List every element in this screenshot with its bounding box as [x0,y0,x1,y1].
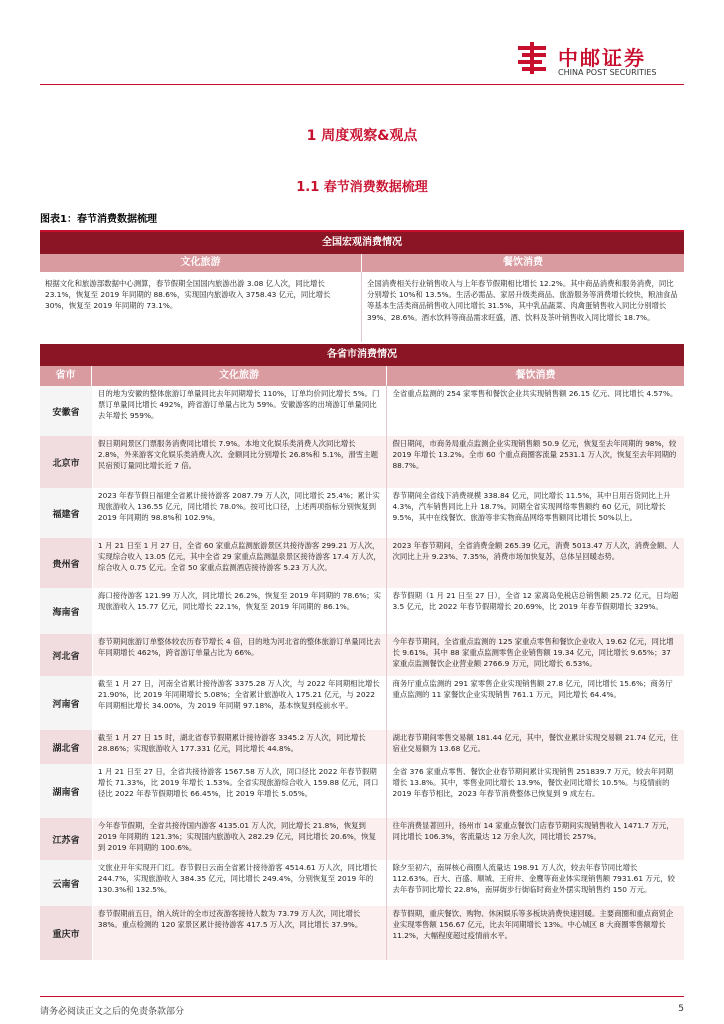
province-name: 湖北省 [40,730,93,764]
tourism-cell: 1 月 21 日至 27 日，全省共接待游客 1567.58 万人次，同口径比 2022 年春节假期增长 71.33%，比 2019 年增长 1.53%。全省实现旅游综合收入 159.88 亿元，同口径比 2022 年春节假期增长 66.45%，比 2019 年增长 5.05%。 [93,764,388,818]
province-name: 福建省 [40,488,93,538]
table-row [40,730,684,764]
catering-cell: 今年春节期间，全省重点监测的 125 家重点零售和餐饮企业收入 19.62 亿元，同比增长 9.61%。其中 88 家重点监测零售企业销售额 19.34 亿元，同比增长 9.65%；37 家重点监测餐饮企业营业额 2766.9 万元，同比增长 6.53%。 [392,637,674,669]
province-name: 安徽省 [40,386,93,436]
province-name: 河南省 [40,676,93,730]
catering-cell: 全省 376 家重点零售、餐饮企业春节期间累计实现销售 251839.7 万元，较去年同期增长 13.8%。其中，零售业同比增长 13.9%，餐饮业同比增长 10.5%。与疫情前的 2019 年春节相比，2023 年春节消费整体已恢复到 9 成左右。 [392,767,673,799]
brand-name-en: CHINA POST SECURITIES [558,68,657,77]
section-heading: 1 周度观察&观点 [306,128,418,144]
table-row [40,906,684,960]
catering-cell: 2023 年春节期间，全省消费金额 265.39 亿元，消费 5013.47 万人次，消费金额、人次同比上升 9.23%、7.35%，消费市场加快复苏，总体呈回暖态势。 [392,541,679,562]
provincial-col-catering: 餐饮消费 [387,366,684,386]
provincial-col-tourism: 文化旅游 [92,366,387,386]
tourism-cell: 1 月 21 日至 1 月 27 日，全省 60 家重点监测旅游景区共接待游客 299.21 万人次，实现综合收入 13.05 亿元，其中全省 29 家重点监测温泉景区接待游客 17.4 万人次，综合收入 0.75 亿元。全省 50 家重点监测酒店接待游客 5.23 万人次。 [93,538,388,588]
national-title: 全国宏观消费情况 [40,232,684,254]
provincial-rows [40,386,684,960]
consumption-table [40,232,684,960]
province-name: 重庆市 [40,906,93,960]
footer-disclaimer: 请务必阅读正文之后的免责条款部分 [40,1007,185,1017]
tourism-cell: 2023 年春节假日福建全省累计接待游客 2087.79 万人次，同比增长 25.4%；累计实现旅游收入 136.55 亿元，同比增长 78.0%。按可比口径，上述两项指标分别恢复到 2019 年同期的 98.8%和 102.9%。 [93,488,388,538]
provincial-col-province: 省市 [40,366,92,386]
catering-cell: 春节假期（1 月 21 日至 27 日），全省 12 家离岛免税店总销售额 25.72 亿元，日均超 3.5 亿元，比 2022 年春节假期增长 20.69%，比 2019 年春节假期增长 329%。 [392,591,679,612]
subsection-heading: 1.1 春节消费数据梳理 [296,180,428,195]
province-name: 湖南省 [40,764,93,818]
province-name: 云南省 [40,860,93,906]
footer-divider [40,996,684,997]
provincial-header-row [40,366,684,386]
brand-logo [514,40,680,80]
table-row [40,860,684,906]
table-row [40,764,684,818]
catering-cell: 春节期间全省线下消费规模 338.84 亿元，同比增长 11.5%，其中日用百货同比上升 4.3%，汽车销售同比上升 18.7%。同期全省实现网络零售额约 60 亿元，同比增长 9.5%，其中在线餐饮、旅游等非实物商品网络零售额同比增长 50%以上。 [392,491,671,523]
figure-caption: 图表1：春节消费数据梳理 [40,210,684,232]
page-number: 5 [678,1004,684,1014]
table-row [40,386,684,436]
tourism-cell: 文旅业开年实现开门红。春节假日云南全省累计接待游客 4514.61 万人次，同比增长 244.7%，实现旅游收入 384.35 亿元，同比增长 249.4%，分别恢复至 2019 年的 130.3%和 132.5%。 [93,860,388,906]
national-col-catering: 餐饮消费 [362,254,684,272]
table-row [40,488,684,538]
catering-cell: 往年消费显著回升，扬州市 14 家重点餐饮门店春节期间实现销售收入 1471.7 万元，同比增长 106.3%，客流量达 12 万余人次，同比增长 257%。 [392,821,674,842]
catering-cell: 假日期间，市商务局重点监测企业实现销售额 50.9 亿元，恢复至去年同期的 98%，较 2019 年增长 13.2%。全市 60 个重点商圈客流量 2531.1 万人次，恢复至去年同期的 88.7%。 [392,439,677,471]
catering-cell: 除夕至初六，南屏核心商圈人流量达 198.91 万人次，较去年春节同比增长 112.63%。百大、百盛、顺城、王府井、金鹰等商业体实现销售额 7931.61 万元，较去年春节同比增长 22.8%，南屏街步行街临时商业外摆实现销售约 150 万元。 [392,863,675,895]
tourism-cell: 假日期间景区门票服务消费同比增长 7.9%。本地文化娱乐类消费人次同比增长 2.8%，外来游客文化娱乐类消费人次、金额同比分别增长 26.8%和 5.1%，滑雪主题民宿预订量同比增长近 7 倍。 [93,436,388,488]
national-row [40,272,684,342]
catering-cell: 春节假期，重庆餐饮、购物、休闲娱乐等多板块消费快速回暖。主要商圈和重点商贸企业实现零售额 156.67 亿元，比去年同期增长 13%。中心城区 8 大商圈零售额增长 11.2%，大幅程度超过疫情前水平。 [392,909,674,941]
provincial-title: 各省市消费情况 [40,344,684,366]
tourism-cell: 今年春节假期，全省共接待国内游客 4135.01 万人次，同比增长 21.8%，恢复到 2019 年同期的 121.3%；实现国内旅游收入 282.29 亿元，同比增长 20.6%，恢复到 2019 年同期的 100.6%。 [93,818,388,860]
province-name: 北京市 [40,436,93,488]
tourism-cell: 目的地为安徽的整体旅游订单量同比去年同期增长 110%，订单均价同比增长 5%。门票订单量同比增长 492%，跨省游订单量占比为 59%。安徽游客的出境游订单量同比去年增长 959%。 [93,386,388,436]
national-tourism-text: 根据文化和旅游部数据中心测算，春节假期全国国内旅游出游 3.08 亿人次，同比增长 23.1%，恢复至 2019 年同期的 88.6%，实现国内旅游收入 3758.43 亿元，同比增长 30%，恢复至 2019 年同期的 73.1%。 [40,272,362,342]
table-row [40,588,684,634]
national-catering-text: 全国消费相关行业销售收入与上年春节假期相比增长 12.2%。其中商品消费和服务消费，同比分别增长 10%和 13.5%。生活必需品、家居升级类商品、旅游服务等消费增长较快，粮油食品等基本生活类商品销售收入同比增长 31.5%，其中乳品蔬菜、肉禽蛋销售收入同比分别增长 39%、28.6%。酒水饮料等商品需求旺盛，酒、饮料及茶叶销售收入同比增长 18.7%。 [367,279,678,322]
tourism-cell: 截至 1 月 27 日 15 时，湖北省春节假期累计接待游客 3345.2 万人次，同比增长 28.86%；实现旅游收入 177.331 亿元，同比增长 44.8%。 [93,730,388,764]
table-row [40,634,684,676]
header-divider [40,84,684,85]
table-row [40,436,684,488]
province-name: 贵州省 [40,538,93,588]
table-row [40,676,684,730]
catering-cell: 商务厅重点监测的 291 家零售企业实现销售额 27.8 亿元，同比增长 15.6%；商务厅重点监测的 11 家餐饮企业实现销售 761.1 万元，同比增长 64.4%。 [392,679,673,700]
catering-cell: 湖北春节期间零售交易额 181.44 亿元，其中，餐饮业累计实现交易额 21.74 亿元，住宿业交易额为 13.68 亿元。 [392,733,678,754]
province-name: 江苏省 [40,818,93,860]
tourism-cell: 截至 1 月 27 日，河南全省累计接待游客 3375.28 万人次，与 2022 年同期相比增长 21.90%，比 2019 年同期增长 5.08%；全省累计旅游收入 175.21 亿元，与 2022 年同期相比增长 34.00%，为 2019 年同期 97.18%，基本恢复到疫前水平。 [93,676,388,730]
brand-name-cn: 中邮证券 [558,46,646,70]
province-name: 河北省 [40,634,93,676]
table-row [40,818,684,860]
tourism-cell: 海口接待游客 121.99 万人次，同比增长 26.2%，恢复至 2019 年同期的 78.6%；实现旅游收入 15.77 亿元，同比增长 22.1%，恢复至 2019 年同期的 86.1%。 [93,588,388,634]
national-header-row [40,254,684,272]
tourism-cell: 春节期间旅游订单整体较农历春节增长 4 倍，目的地为河北省的整体旅游订单量同比去年同期增长 462%，跨省游订单量占比为 66%。 [93,634,388,676]
catering-cell: 全省重点监测的 254 家零售和餐饮企业共实现销售额 26.15 亿元、同比增长 4.57%。 [392,389,678,398]
china-post-logo-icon [514,40,550,76]
table-row [40,538,684,588]
tourism-cell: 春节假期前五日，纳入统计的全市过夜游客接待人数为 73.79 万人次，同比增长 38%。重点检测的 120 家景区累计接待游客 417.5 万人次，同比增长 37.9%。 [93,906,388,960]
national-col-tourism: 文化旅游 [40,254,362,272]
province-name: 海南省 [40,588,93,634]
